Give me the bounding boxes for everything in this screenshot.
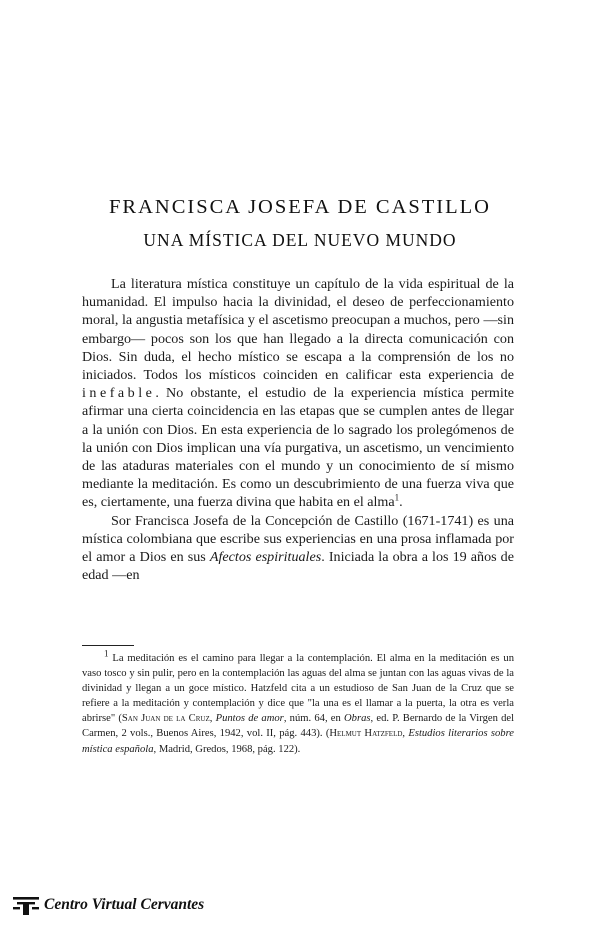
article-title: FRANCISCA JOSEFA DE CASTILLO: [109, 196, 491, 218]
logo-text: Centro Virtual Cervantes: [44, 896, 205, 913]
book-title: Afectos espirituales: [209, 549, 322, 566]
footnote-number: 1: [104, 648, 109, 659]
article-body: [82, 275, 514, 584]
emphasized-word: inefable: [82, 385, 156, 402]
paragraph-2: Sor Francisca Josefa de la Concepción de Castillo (1671-1741) es una mística colombiana que escribe sus experiencias en una prosa inflamada por el amor a Dios en sus Afectos espirituales. Iniciada la obra a los 19 años de edad —en: [82, 512, 514, 584]
footnote-ref[interactable]: 1: [394, 492, 400, 503]
footnote-1: $^1$ La meditación es el camino para llegar a la contemplación. El alma en la meditación es un vaso tosco y sin pulir, pero en la contemplación las aguas del alma se juntan con las aguas vivas de la divinidad y llegan a un goce místico. Hatzfeld cita a un estudioso de San Juan de la Cruz que se refiere a la meditación y contemplación y dice que "la una es el llamar a la puerta, la otra es verla abrirse" (San Juan de la Cruz, Puntos de amor, núm. 64, en Obras, ed. P. Bernardo de la Virgen del Carmen, 2 vols., Buenos Aires, 1942, vol. II, pág. 443). (Helmut Hatzfeld, Estudios literarios sobre mística española, Madrid, Gredos, 1968, pág. 122).: [82, 648, 515, 755]
cvc-logo[interactable]: [12, 893, 204, 917]
cervantes-logo-icon: [12, 894, 40, 916]
footnote-divider: [82, 645, 134, 646]
article-subtitle: UNA MÍSTICA DEL NUEVO MUNDO: [143, 230, 457, 250]
paragraph-1: La literatura mística constituye un capítulo de la vida espiritual de la humanidad. El impulso hacia la divinidad, el deseo de perfeccionamiento moral, la angustia metafísica y el ascetismo preocupan a muchos, pero —sin embargo— pocos son los que han llegado a la directa comunicación con Dios. Sin duda, el hecho místico se escapa a la comprensión de los no iniciados. Todos los místicos coinciden en calificar esta experiencia de inefable. No obstante, el estudio de la experiencia mística permite afirmar una cierta coincidencia en las etapas que se cumplen antes de llegar a la unión con Dios. En esta experiencia de lo sagrado los prolegómenos de la unión con Dios implican una vía purgativa, un ascetismo, un vencimiento de las ataduras materiales con el mundo y un conocimiento de sí mismo mediante la meditación. Es como un descubrimiento de una fuerza viva que es, ciertamente, una fuerza divina que habita en el alma$^1$.: [82, 276, 514, 511]
footnote: [82, 648, 515, 757]
